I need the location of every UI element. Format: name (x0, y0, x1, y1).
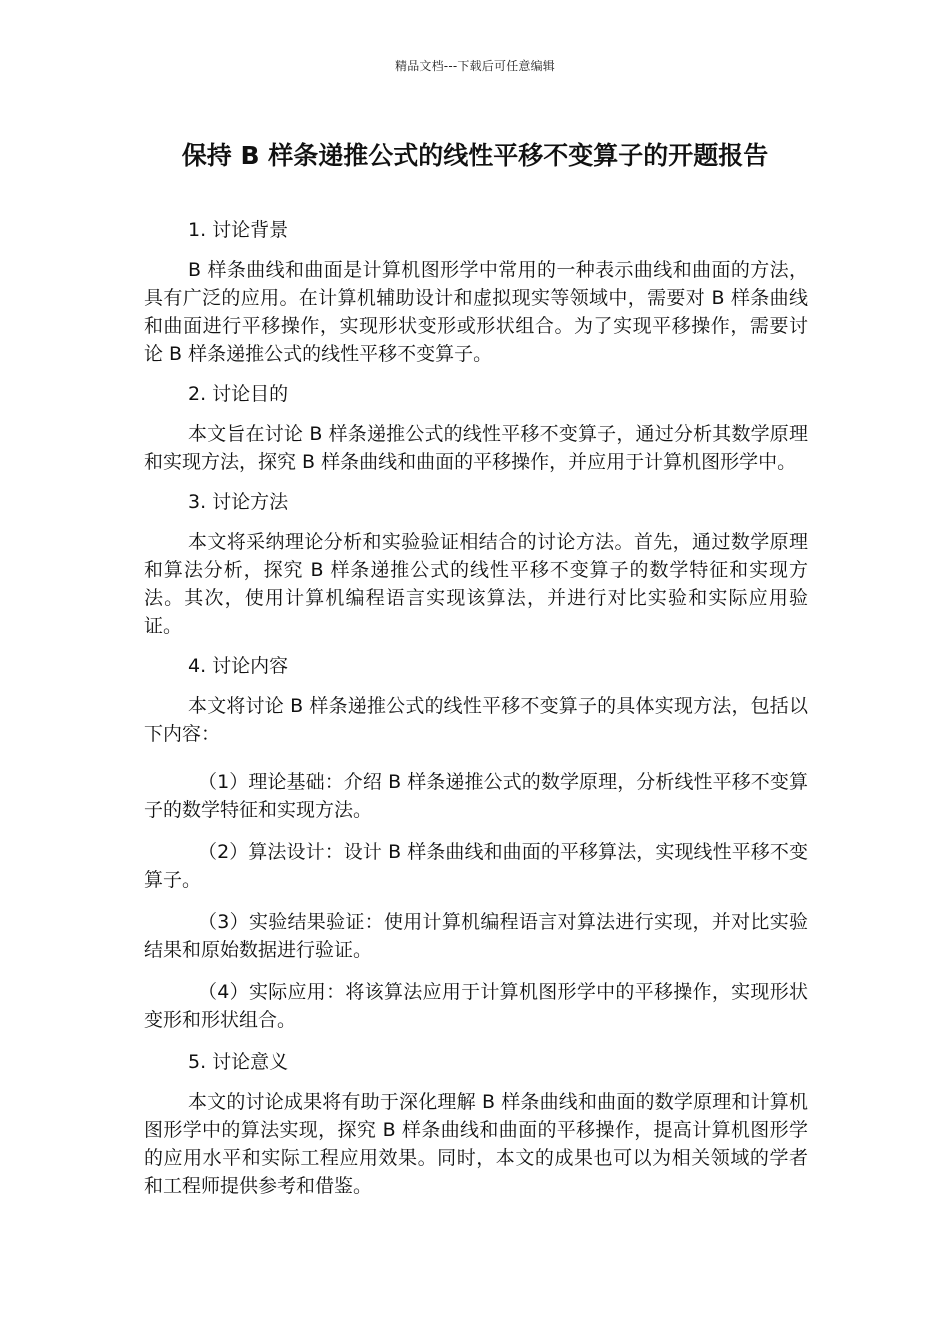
section-heading: 5. 讨论意义 (188, 1051, 289, 1073)
header-note: 精品文档---下载后可任意编辑 (395, 59, 555, 73)
section-paragraph: 本文将采纳理论分析和实验验证相结合的讨论方法。首先，通过数学原理和算法分析，探究 B 样条递推公式的线性平移不变算子的数学特征和实现方法。其次，使用计算机编程语言实现该算法，并进行对比实验和实际应用验证。 (144, 531, 808, 637)
section-purpose (144, 380, 808, 476)
document-title: 保持 B 样条递推公式的线性平移不变算子的开题报告 (181, 141, 769, 170)
section-heading: 1. 讨论背景 (188, 219, 289, 241)
section-content (144, 652, 808, 1034)
section-paragraph: 本文的讨论成果将有助于深化理解 B 样条曲线和曲面的数学原理和计算机图形学中的算法实现，探究 B 样条曲线和曲面的平移操作，提高计算机图形学的应用水平和实际工程应用效果。同时，本文的成果也可以为相关领域的学者和工程师提供参考和借鉴。 (144, 1091, 808, 1197)
document-body (144, 216, 808, 1212)
list-item: （1）理论基础：介绍 B 样条递推公式的数学原理，分析线性平移不变算子的数学特征和实现方法。 (144, 771, 808, 821)
section-significance (144, 1048, 808, 1200)
section-paragraph: 本文旨在讨论 B 样条递推公式的线性平移不变算子，通过分析其数学原理和实现方法，探究 B 样条曲线和曲面的平移操作，并应用于计算机图形学中。 (144, 423, 808, 473)
section-heading: 2. 讨论目的 (188, 383, 289, 405)
section-heading: 4. 讨论内容 (188, 655, 289, 677)
section-method (144, 488, 808, 640)
list-item: （4）实际应用：将该算法应用于计算机图形学中的平移操作，实现形状变形和形状组合。 (144, 981, 808, 1031)
section-background (144, 216, 808, 368)
list-item: （3）实验结果验证：使用计算机编程语言对算法进行实现，并对比实验结果和原始数据进行验证。 (144, 911, 808, 961)
list-item: （2）算法设计：设计 B 样条曲线和曲面的平移算法，实现线性平移不变算子。 (144, 841, 808, 891)
section-heading: 3. 讨论方法 (188, 491, 289, 513)
section-paragraph: 本文将讨论 B 样条递推公式的线性平移不变算子的具体实现方法，包括以下内容： (144, 695, 808, 745)
section-paragraph: B 样条曲线和曲面是计算机图形学中常用的一种表示曲线和曲面的方法，具有广泛的应用。在计算机辅助设计和虚拟现实等领域中，需要对 B 样条曲线和曲面进行平移操作，实现形状变形或形状组合。为了实现平移操作，需要讨论 B 样条递推公式的线性平移不变算子。 (144, 259, 808, 365)
